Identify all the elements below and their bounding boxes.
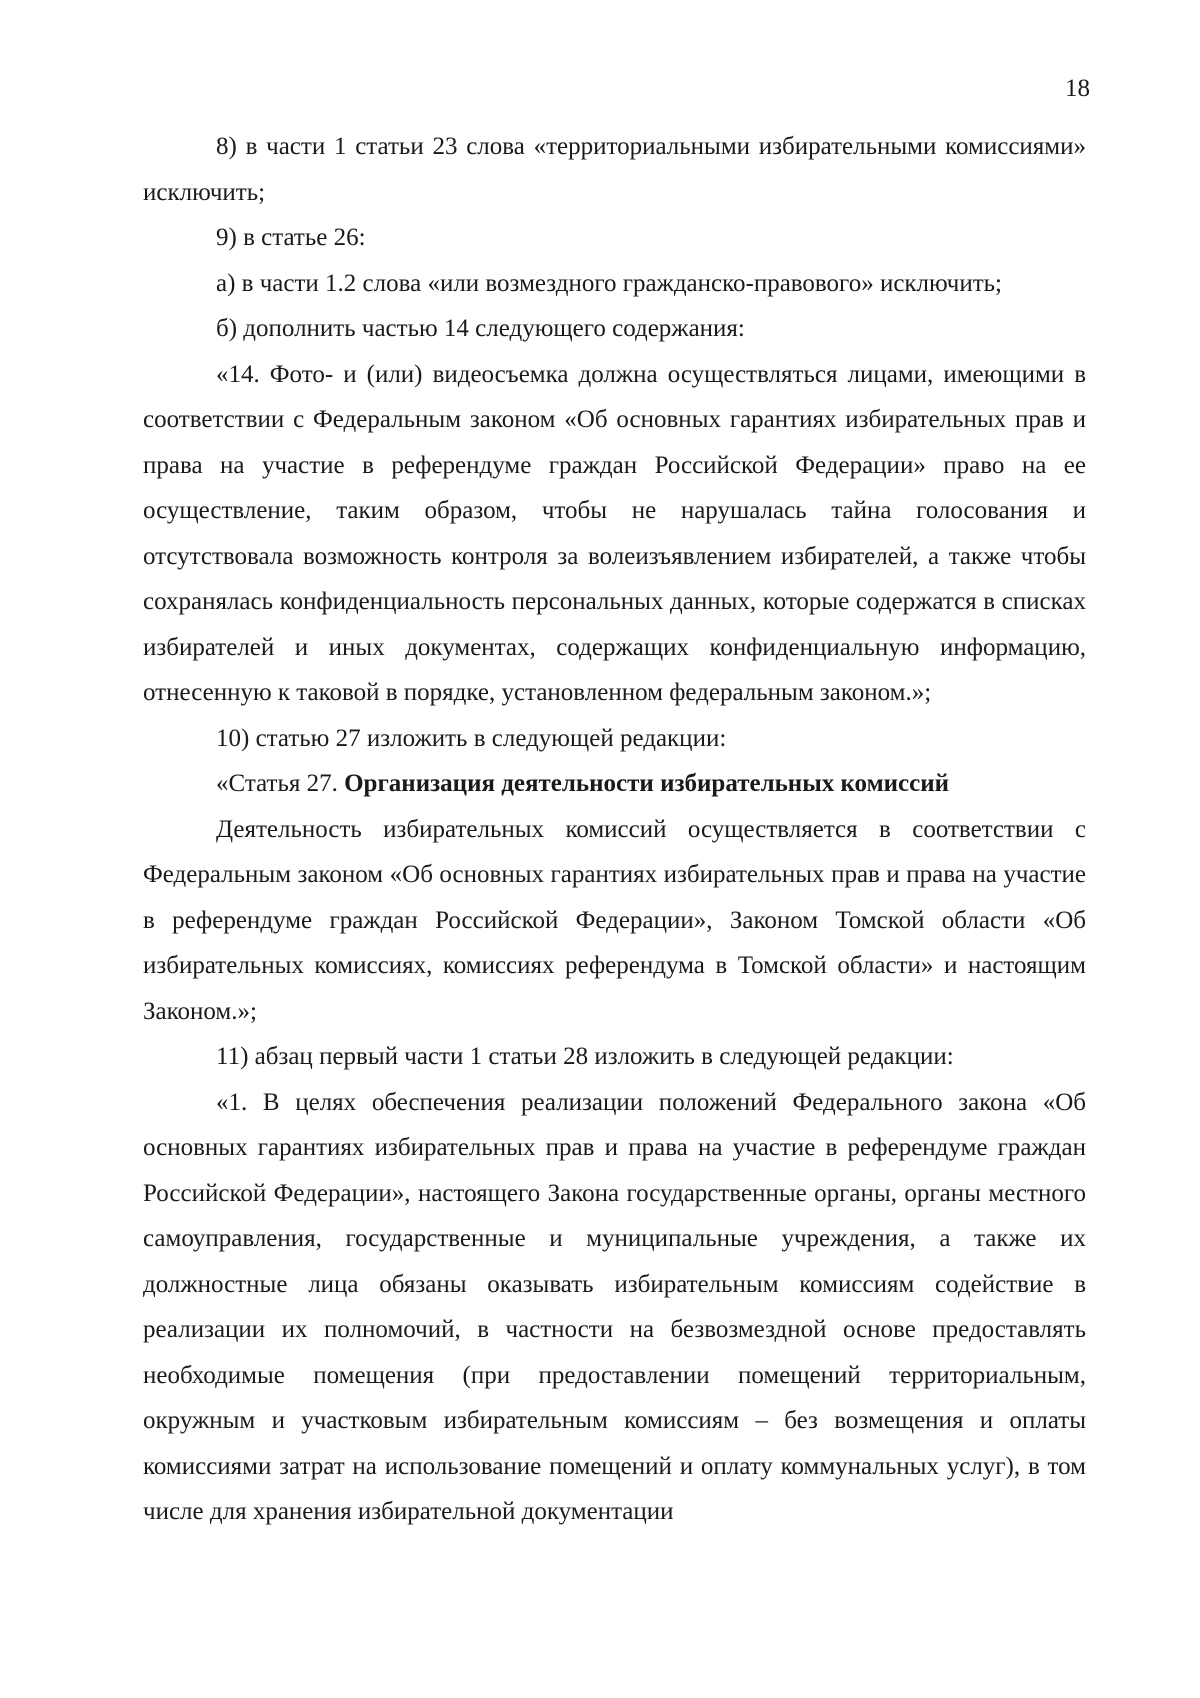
paragraph-item-11: 11) абзац первый части 1 статьи 28 изложить в следующей редакции: — [216, 1043, 954, 1070]
paragraph-part-14: «14. Фото- и (или) видеосъемка должна осуществляться лицами, имеющими в соответствии с Федеральным законом «Об основных гарантиях избирательных прав и права на участие в референдуме граждан Российской Федерации» право на ее осуществление, таким образом, чтобы не нарушалась тайна голосования и отсутствовала возможность контроля за волеизъявлением избирателей, а также чтобы сохранялась конфиденциальность персональных данных, которые содержатся в списках избирателей и иных документах, содержащих конфиденциальную информацию, отнесенную к таковой в порядке, установленном федеральным законом.»; — [143, 360, 1086, 706]
paragraph-item-8: 8) в части 1 статьи 23 слова «территориальными избирательными комиссиями» исключить; — [143, 133, 1086, 206]
paragraph-part-1-article-28: «1. В целях обеспечения реализации положений Федерального закона «Об основных гарантиях избирательных прав и права на участие в референдуме граждан Российской Федерации», настоящего Закона государственные органы, органы местного самоуправления, государственные и муниципальные учреждения, а также их должностные лица обязаны оказывать избирательным комиссиям содействие в реализации их полномочий, в частности на безвозмездной основе предоставлять необходимые помещения (при предоставлении помещений территориальным, окружным и участковым избирательным комиссиям – без возмещения и оплаты комиссиями затрат на использование помещений и оплату коммунальных услуг), в том числе для хранения избирательной документации — [143, 1088, 1086, 1525]
page-number: 18 — [1065, 75, 1090, 102]
paragraph-subitem-a: а) в части 1.2 слова «или возмездного гражданско-правового» исключить; — [216, 269, 1002, 297]
paragraph-article-27-body: Деятельность избирательных комиссий осуществляется в соответствии с Федеральным законом «Об основных гарантиях избирательных прав и права на участие в референдуме граждан Российской Федерации», Законом Томской области «Об избирательных комиссиях, комиссиях референдума в Томской области» и настоящим Законом.»; — [143, 815, 1086, 1025]
article-heading-title: Организация деятельности избирательных комиссий — [344, 770, 950, 797]
article-heading-prefix: «Статья 27. — [216, 770, 345, 797]
paragraph-item-9: 9) в статье 26: — [216, 224, 366, 251]
article-heading — [143, 761, 1086, 807]
paragraph-subitem-b: б) дополнить частью 14 следующего содержания: — [216, 315, 745, 342]
paragraph-item-10: 10) статью 27 изложить в следующей редакции: — [216, 724, 727, 752]
document-body — [143, 124, 1086, 1535]
